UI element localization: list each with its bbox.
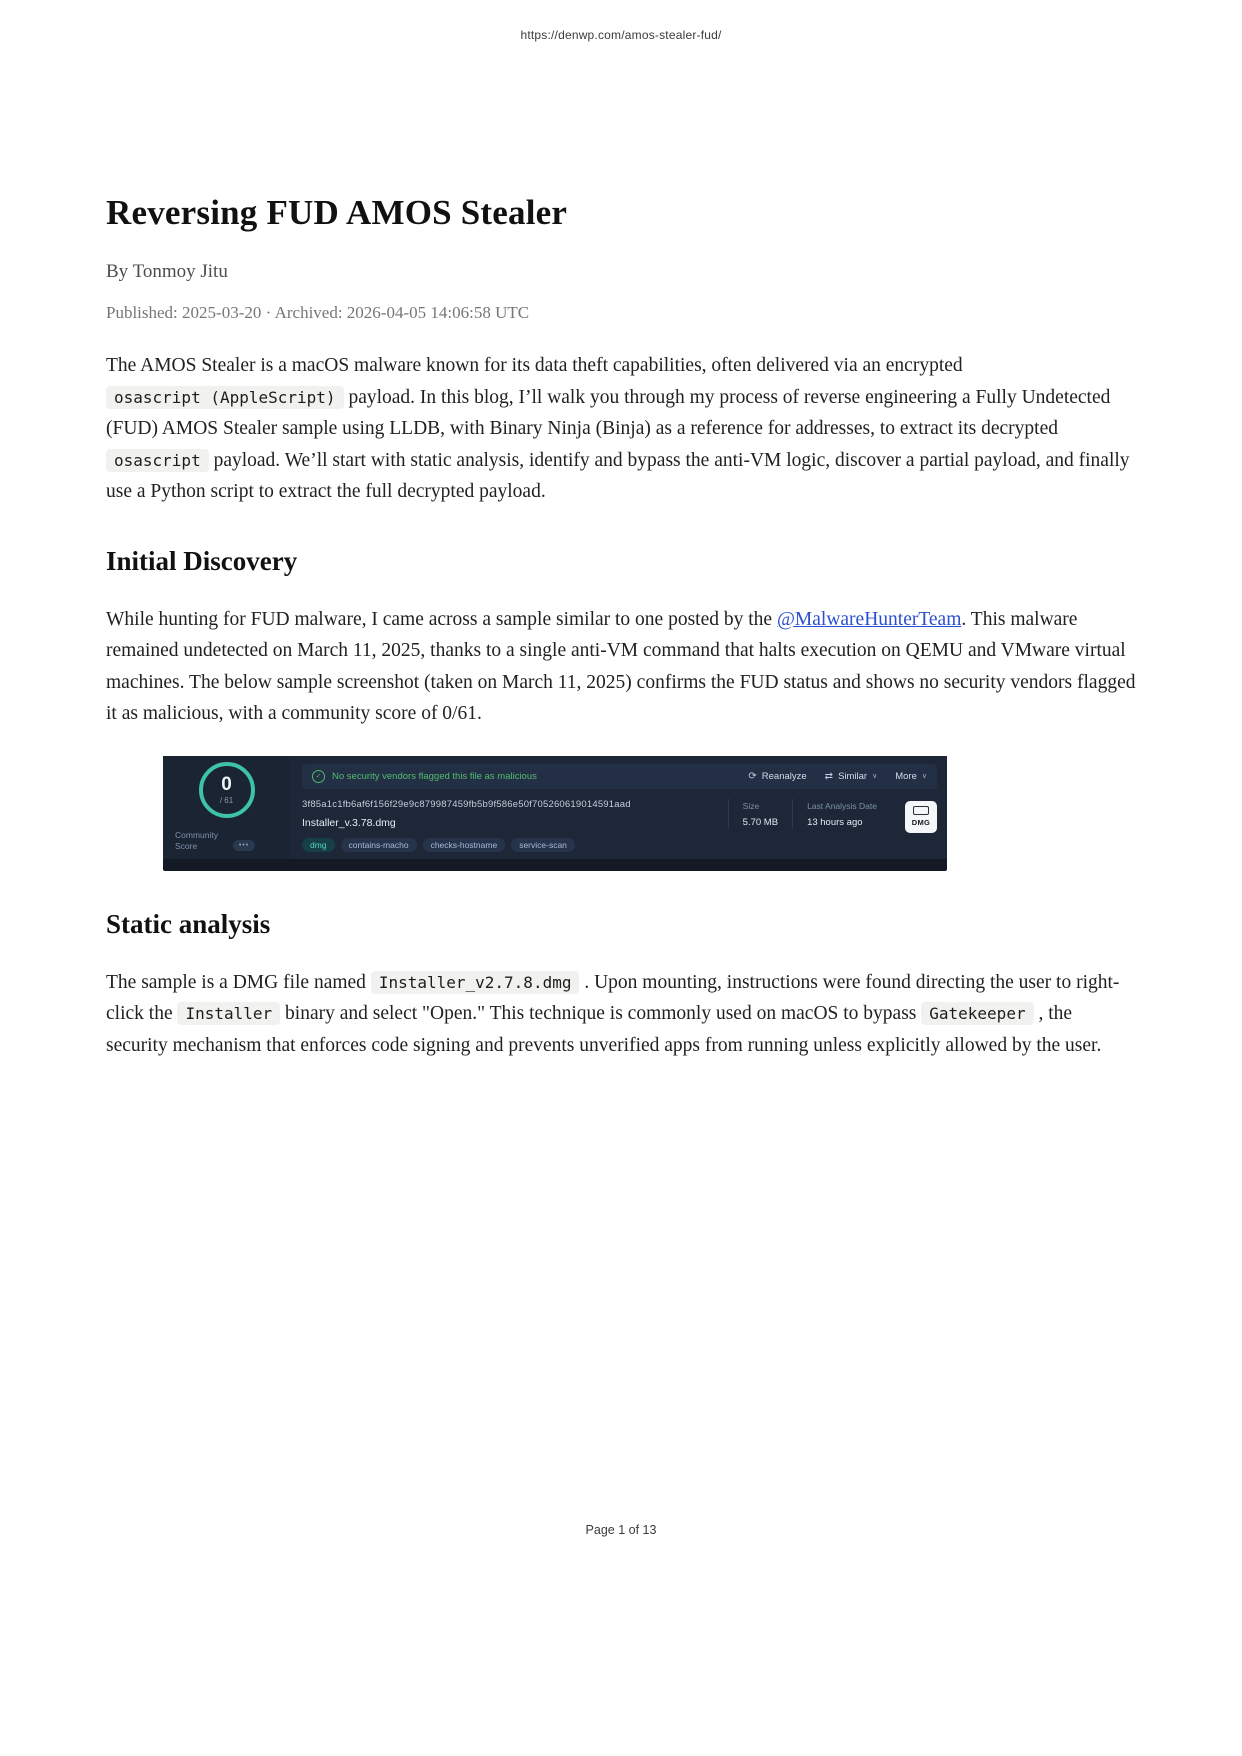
text-segment: The sample is a DMG file named [106,971,371,993]
text-segment: binary and select "Open." This technique is commonly used on macOS to bypass [280,1003,922,1024]
verdict-text: No security vendors flagged this file as malicious [332,770,537,782]
inline-code: osascript (AppleScript) [106,386,344,409]
last-analysis-label: Last Analysis Date [807,800,877,811]
size-label: Size [742,800,760,811]
file-hash: 3f85a1c1fb6af6f156f29e9c879987459fb5b9f586e50f705260619014591aad [302,798,631,810]
reanalyze-label: Reanalyze [761,770,807,782]
text-segment: . Upon mounting, instructions were found directing the user to right-click the [106,971,1120,1024]
section-heading-static-analysis: Static analysis [106,908,271,939]
text-segment: . This malware remained undetected on March 11, 2025, thanks to a single anti-VM command that halts execution on QEMU and VMware virtual machines. The below sample screenshot (taken on March 11, 2025) confirms the FUD status and shows no security vendors flagged it as malicious, with a community score of 0/61. [106,608,1136,724]
article-title: Reversing FUD AMOS Stealer [106,193,568,232]
text-segment: , the security mechanism that enforces code signing and prevents unverified apps from running unless explicitly allowed by the user. [106,1003,1102,1056]
inline-code: Installer_v2.7.8.dmg [371,971,580,994]
score-denominator: / 61 [219,795,234,805]
verdict-bar [302,764,937,789]
paragraph-intro [106,350,1136,508]
inline-code: Installer [177,1002,280,1025]
tag-contains-macho: contains-macho [341,838,417,852]
tag-dmg: dmg [302,838,335,852]
community-score-label: Community Score [175,830,218,852]
verdict-message [312,770,537,783]
text-segment: payload. In this blog, I’ll walk you through my process of reverse engineering a Fully Undetected (FUD) AMOS Stealer sample using LLDB, with Binary Ninja (Binja) as a reference for addresses, to extract its decrypted [106,386,1111,439]
section-heading-initial-discovery: Initial Discovery [106,545,298,576]
paragraph-static [106,967,1136,1062]
dmg-file-icon [905,801,937,833]
score-gauge [199,762,255,818]
reanalyze-button [748,771,806,782]
reanalyze-icon: ⟳ [748,770,757,782]
malwarehunterteam-link[interactable]: @MalwareHunterTeam [776,608,962,630]
article [106,0,1136,1061]
text-segment: The AMOS Stealer is a macOS malware known for its data theft capabilities, often delivered via an encrypted [106,355,963,376]
community-score-caption [175,830,255,852]
similar-button [825,771,878,782]
votes-pill-icon: ••• [233,840,255,851]
last-analysis-value: 13 hours ago [807,816,863,828]
size-value: 5.70 MB [742,816,779,828]
tag-list [302,838,728,852]
similar-label: Similar [838,770,868,782]
text-segment: payload. We’ll start with static analysis, identify and bypass the anti-VM logic, discover a partial payload, and finally use a Python script to extract the full decrypted payload. [106,449,1130,502]
paragraph-discovery [106,604,1136,730]
page-header-url: https://denwp.com/amos-stealer-fud/ [520,28,722,42]
disk-glyph-icon [913,806,929,815]
score-value: 0 [221,773,232,795]
action-buttons [748,771,927,782]
inline-code: Gatekeeper [921,1002,1033,1025]
tag-checks-hostname: checks-hostname [423,838,506,852]
community-score-panel [163,756,290,859]
chevron-down-icon: ∨ [872,773,878,780]
more-button [895,771,927,782]
similar-icon: ⇄ [824,770,834,782]
more-label: More [895,770,917,782]
check-circle-icon: ✓ [312,770,325,783]
file-summary-row [302,799,937,852]
file-name: Installer_v.3.78.dmg [302,816,396,829]
byline: By Tonmoy Jitu [106,261,228,282]
inline-code: osascript [106,449,209,472]
virustotal-screenshot [163,756,947,871]
virustotal-card [163,756,947,859]
page-number: Page 1 of 13 [585,1523,657,1537]
tag-service-scan: service-scan [511,838,575,852]
dmg-badge-label: DMG [911,818,931,827]
publish-meta: Published: 2025-03-20 · Archived: 2026-04-05 14:06:58 UTC [106,303,530,322]
last-analysis-column [792,799,891,828]
size-column [728,799,792,828]
virustotal-main [290,756,947,859]
text-segment: While hunting for FUD malware, I came across a sample similar to one posted by the [106,608,777,630]
file-info [302,799,728,852]
chevron-down-icon: ∨ [921,773,927,780]
